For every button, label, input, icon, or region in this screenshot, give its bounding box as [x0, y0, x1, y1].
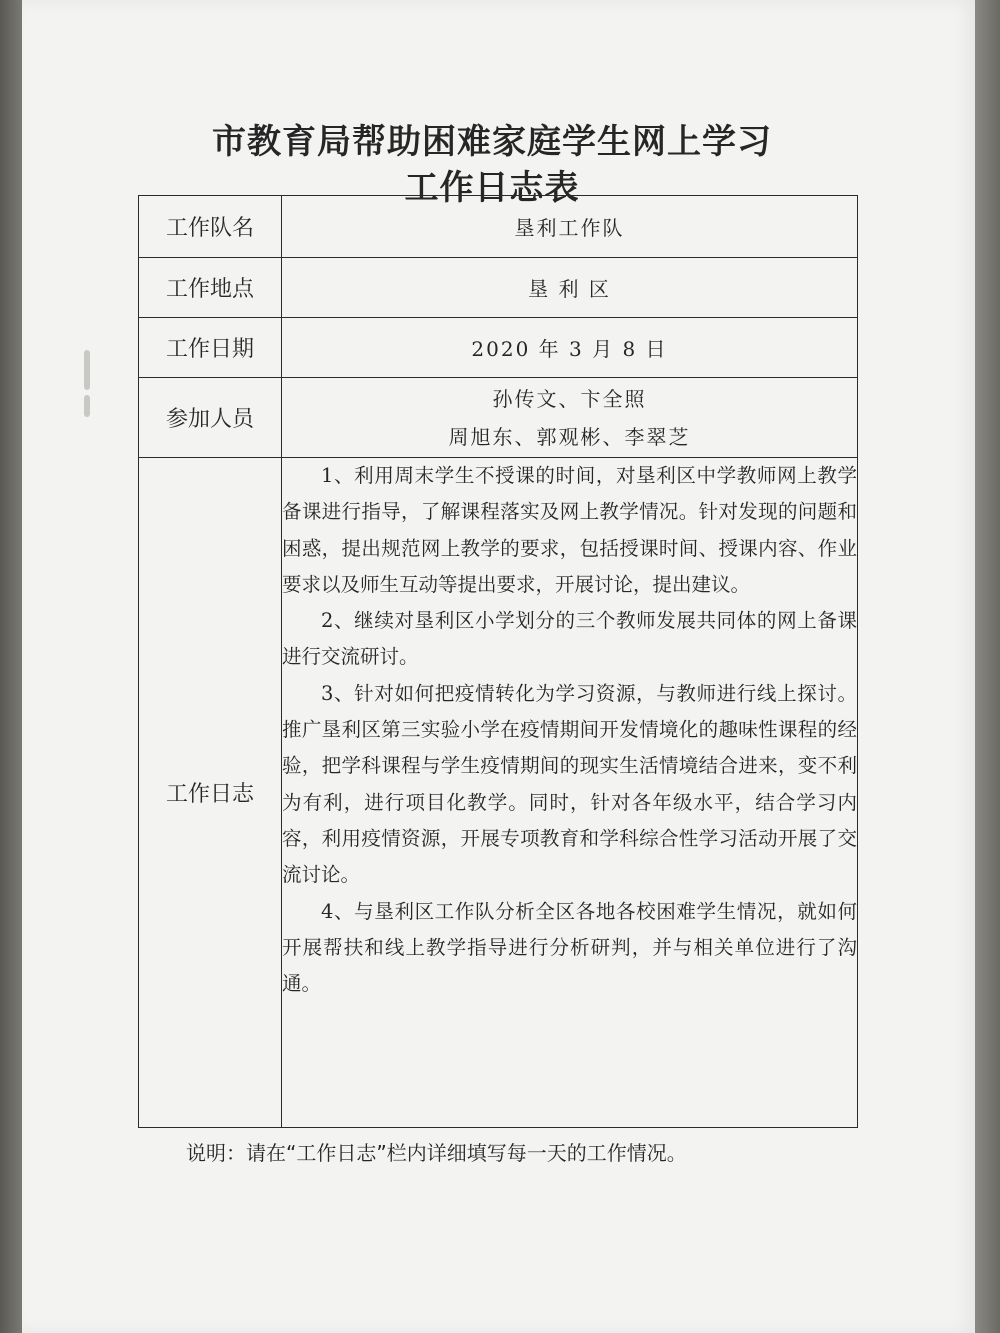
table-row-team: [139, 196, 858, 258]
team-value: 垦利工作队: [282, 196, 858, 258]
participants-value: [282, 378, 858, 458]
log-paragraph-1: 1、利用周末学生不授课的时间，对垦利区中学教师网上教学备课进行指导，了解课程落实及网上教学情况。针对发现的问题和困惑，提出规范网上教学的要求，包括授课时间、授课内容、作业要求以及师生互动等提出要求，开展讨论，提出建议。: [282, 464, 857, 596]
participants-line-1: 孙传文、卞全照: [492, 386, 647, 411]
document-title: 市教育局帮助困难家庭学生网上学习: [212, 122, 772, 162]
log-content: [282, 458, 858, 1128]
team-label: 工作队名: [139, 196, 282, 258]
background-left-edge: [0, 0, 22, 1333]
log-paragraph-2: 2、继续对垦利区小学划分的三个教师发展共同体的网上备课进行交流研讨。: [282, 609, 857, 669]
table-row-date: [139, 318, 858, 378]
participants-line-2: 周旭东、郭观彬、李翠芝: [448, 424, 691, 449]
table-row-location: [139, 258, 858, 318]
participants-label: 参加人员: [139, 378, 282, 458]
binding-hole: [84, 350, 90, 390]
location-value: 垦 利 区: [282, 258, 858, 318]
log-label: 工作日志: [139, 458, 282, 1128]
document-subtitle: 工作日志表: [404, 168, 580, 208]
log-paragraph-4: 4、与垦利区工作队分析全区各地各校困难学生情况，就如何开展帮扶和线上教学指导进行分析研判，并与相关单位进行了沟通。: [282, 899, 857, 996]
table-row-log: [139, 458, 858, 1128]
background-right-edge: [975, 0, 1000, 1333]
date-value: 2020 年 3 月 8 日: [282, 318, 858, 378]
log-paragraph-3: 3、针对如何把疫情转化为学习资源，与教师进行线上探讨。推广垦利区第三实验小学在疫情期间开发情境化的趣味性课程的经验，把学科课程与学生疫情期间的现实生活情境结合进来，变不利为有利，进行项目化教学。同时，针对各年级水平，结合学习内容，利用疫情资源，开展专项教育和学科综合性学习活动开展了交流讨论。: [282, 681, 857, 887]
work-log-table: [138, 195, 858, 1128]
date-label: 工作日期: [139, 318, 282, 378]
table-row-participants: [139, 378, 858, 458]
binding-hole: [84, 395, 90, 417]
location-label: 工作地点: [139, 258, 282, 318]
footnote: 说明：请在“工作日志”栏内详细填写每一天的工作情况。: [186, 1141, 687, 1165]
